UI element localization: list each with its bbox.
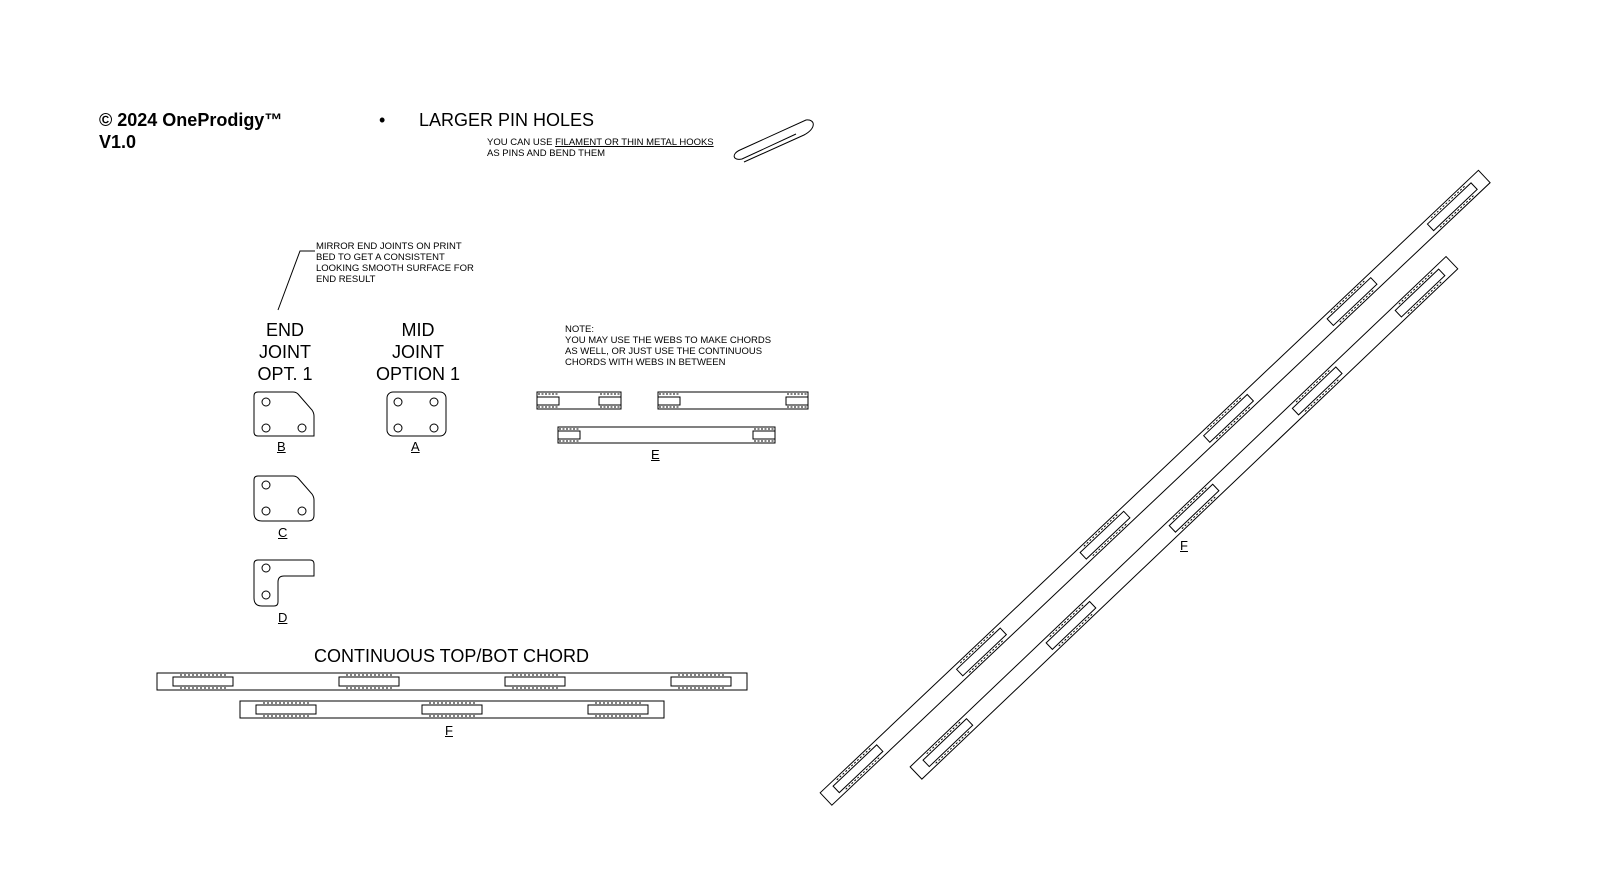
chord-pin-slot [588,703,648,716]
part-a [387,392,446,436]
chord-pin-slot [922,717,974,768]
part-label-f-horizontal: F [445,723,453,738]
web-note-line: NOTE: [565,324,595,335]
mid-joint-heading-line: OPTION 1 [375,364,460,384]
end-joint-heading-line: END [265,320,304,340]
copyright-text: © 2024 OneProdigy™ [99,110,283,130]
chord-pin-slot [955,627,1008,678]
mirror-note-leader [278,251,315,310]
part-e-web-1 [537,392,621,409]
chord-pin-slot [832,743,885,794]
end-joint-heading-line: JOINT [259,342,311,362]
chord-pin-slot [422,703,482,716]
chord-pin-slot [1202,393,1255,444]
chord-pin-slot [339,675,399,688]
web-note-line: YOU MAY USE THE WEBS TO MAKE CHORDS [565,335,772,346]
chord-pin-slot [1079,510,1132,561]
mid-joint-heading-line: MID [401,320,435,340]
chord-pin-slot [256,703,316,716]
mirror-note-line: LOOKING SMOOTH SURFACE FOR [316,263,474,274]
part-b [254,392,314,436]
chord-pin-slot [1045,600,1097,651]
pin-note-prefix: YOU CAN USE [487,137,556,148]
mirror-note-line: BED TO GET A CONSISTENT [316,252,445,263]
part-c [254,476,314,521]
chord-pin-slot [1426,181,1479,232]
part-label-a: A [411,439,420,454]
chord-pin-slot [671,675,731,688]
part-f-chord-long [157,673,747,690]
web-note-line: CHORDS WITH WEBS IN BETWEEN [565,357,726,368]
web-note-line: AS WELL, OR JUST USE THE CONTINUOUS [565,346,763,357]
part-f-diagonal-long [820,170,1490,805]
bullet: • [379,110,386,130]
pin-holes-title: LARGER PIN HOLES [419,110,595,130]
part-label-b: B [277,439,286,454]
part-label-c: C [278,525,288,540]
chord-pin-slot [1168,483,1220,534]
pin-note-line2: AS PINS AND BEND THEM [487,148,606,159]
chord-pin-slot [1291,366,1343,417]
chord-pin-slot [505,675,565,688]
chord-pin-slot [1394,268,1446,319]
part-label-f-diagonal: F [1180,538,1188,553]
mid-joint-heading-line: JOINT [392,342,444,362]
chord-heading: CONTINUOUS TOP/BOT CHORD [314,646,590,666]
part-e-web-3 [558,427,775,443]
paperclip-icon [734,120,813,162]
version-text: V1.0 [99,132,137,152]
part-f-chord-short [240,701,664,718]
part-d [254,560,314,606]
end-joint-heading-line: OPT. 1 [257,364,313,384]
mirror-note-line: END RESULT [316,274,376,285]
part-label-d: D [278,610,288,625]
part-f-diagonal-short [910,257,1458,780]
chord-pin-slot [1326,276,1379,327]
pin-note-underlined: FILAMENT OR THIN METAL HOOKS [555,137,714,148]
part-e-web-2 [658,392,808,409]
part-label-e: E [651,447,660,462]
mirror-note-line: MIRROR END JOINTS ON PRINT [316,241,462,252]
chord-pin-slot [173,675,233,688]
